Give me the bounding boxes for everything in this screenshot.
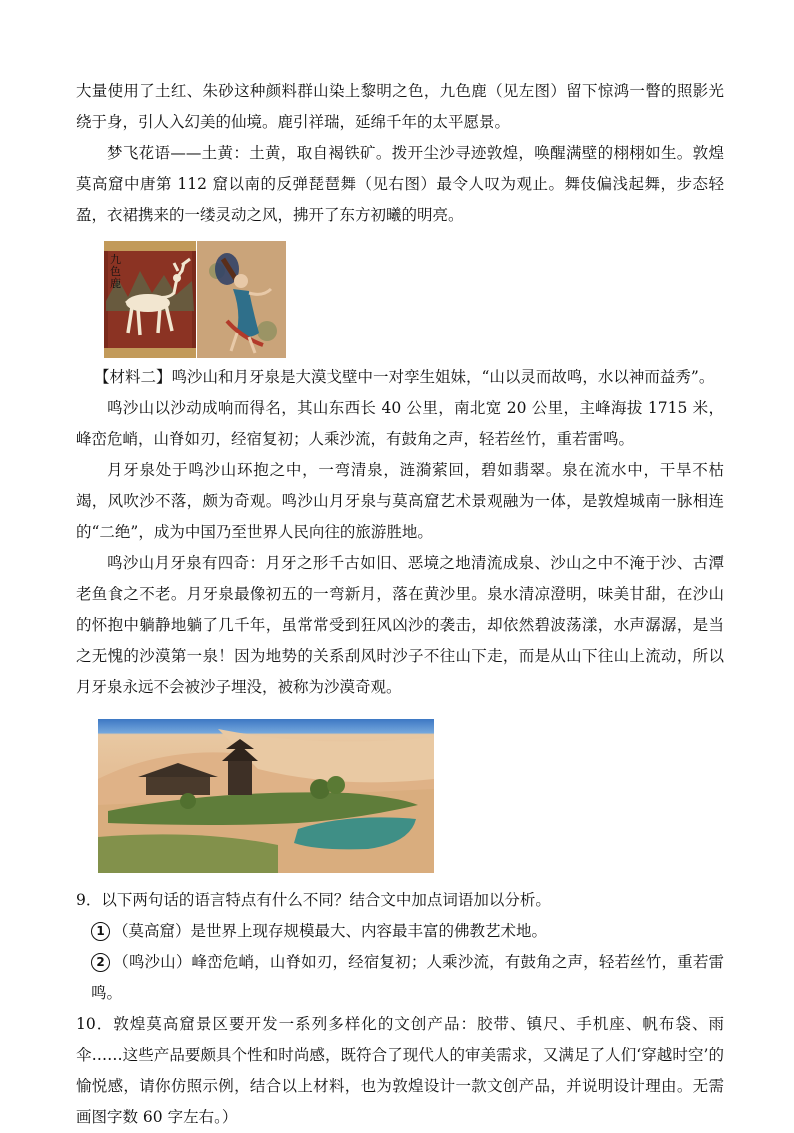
circled-number-2: 2: [91, 953, 110, 972]
svg-text:鹿: 鹿: [110, 277, 121, 290]
question-9-item-2-text: （鸣沙山）峰峦危峭，山脊如刃，经宿复初；人乘沙流，有鼓角之声，轻若丝竹，重若雷鸣。: [91, 953, 724, 1002]
circled-number-1: 1: [91, 922, 110, 941]
document-page: [76, 76, 724, 1133]
question-9-item-2: [76, 947, 724, 1009]
question-9-item-1-text: （莫高窟）是世界上现存规模最大、内容最丰富的佛教艺术地。: [113, 922, 548, 940]
material-two-heading: 【材料二】鸣沙山和月牙泉是大漠戈壁中一对孪生姐妹，“山以灵而故鸣，水以神而益秀”。: [94, 368, 715, 386]
question-10: 10．敦煌莫高窟景区要开发一系列多样化的文创产品：胶带、镇尺、手机座、帆布袋、雨伞……这些产品要颇具个性和时尚感，既符合了现代人的审美需求，又满足了人们‘穿越时空’的愉悦感，请你仿照示例，结合以上材料，也为敦煌设计一款文创产品，并说明设计理由。无需画图字数 60 字左右。）: [76, 1015, 724, 1126]
paragraph-earth-yellow: 梦飞花语——土黄：土黄，取自褐铁矿。拨开尘沙寻迹敦煌，唤醒满壁的栩栩如生。敦煌莫高窟中唐第 112 窟以南的反弹琵琶舞（见右图）最令人叹为观止。舞伎偏浅起舞，步态轻盈，衣裙携来的一缕灵动之风，拂开了东方初曦的明亮。: [76, 144, 724, 224]
reverse-pipa-dancer-image: [197, 241, 286, 358]
paragraph-mingsha-mountain: 鸣沙山以沙动成响而得名，其山东西长 40 公里，南北宽 20 公里，主峰海拔 1715 米，峰峦危峭，山脊如刃，经宿复初；人乘沙流，有鼓角之声，轻若丝竹，重若雷鸣。: [76, 399, 724, 448]
question-9: 9．以下两句话的语言特点有什么不同？结合文中加点词语加以分析。: [76, 891, 551, 909]
crescent-spring-photo: [98, 719, 434, 873]
paragraph-crescent-spring: 月牙泉处于鸣沙山环抱之中，一弯清泉，涟漪萦回，碧如翡翠。泉在流水中，干旱不枯竭，风吹沙不落，颇为奇观。鸣沙山月牙泉与莫高窟艺术景观融为一体，是敦煌城南一脉相连的“二绝”，成为中国乃至世界人民向往的旅游胜地。: [76, 461, 724, 541]
nine-colored-deer-image: [104, 241, 196, 358]
paragraph-four-wonders: 鸣沙山月牙泉有四奇：月牙之形千古如旧、恶境之地清流成泉、沙山之中不淹于沙、古潭老鱼食之不老。月牙泉最像初五的一弯新月，落在黄沙里。泉水清凉澄明，味美甘甜，在沙山的怀抱中躺静地躺了几千年，虽常常受到狂风凶沙的袭击，却依然碧波荡漾，水声潺潺，是当之无愧的沙漠第一泉！因为地势的关系刮风时沙子不往山下走，而是从山下往山上流动，所以月牙泉永远不会被沙子埋没，被称为沙漠奇观。: [76, 554, 724, 696]
paragraph-nine-colored-deer: 大量使用了土红、朱砂这种颜料群山染上黎明之色，九色鹿（见左图）留下惊鸿一瞥的照影光绕于身，引人入幻美的仙境。鹿引祥瑞，延绵千年的太平愿景。: [76, 82, 724, 131]
mural-figures: [104, 241, 724, 358]
question-9-item-1: [76, 916, 724, 947]
deer-caption: 九: [110, 253, 121, 266]
svg-text:色: 色: [110, 265, 121, 278]
